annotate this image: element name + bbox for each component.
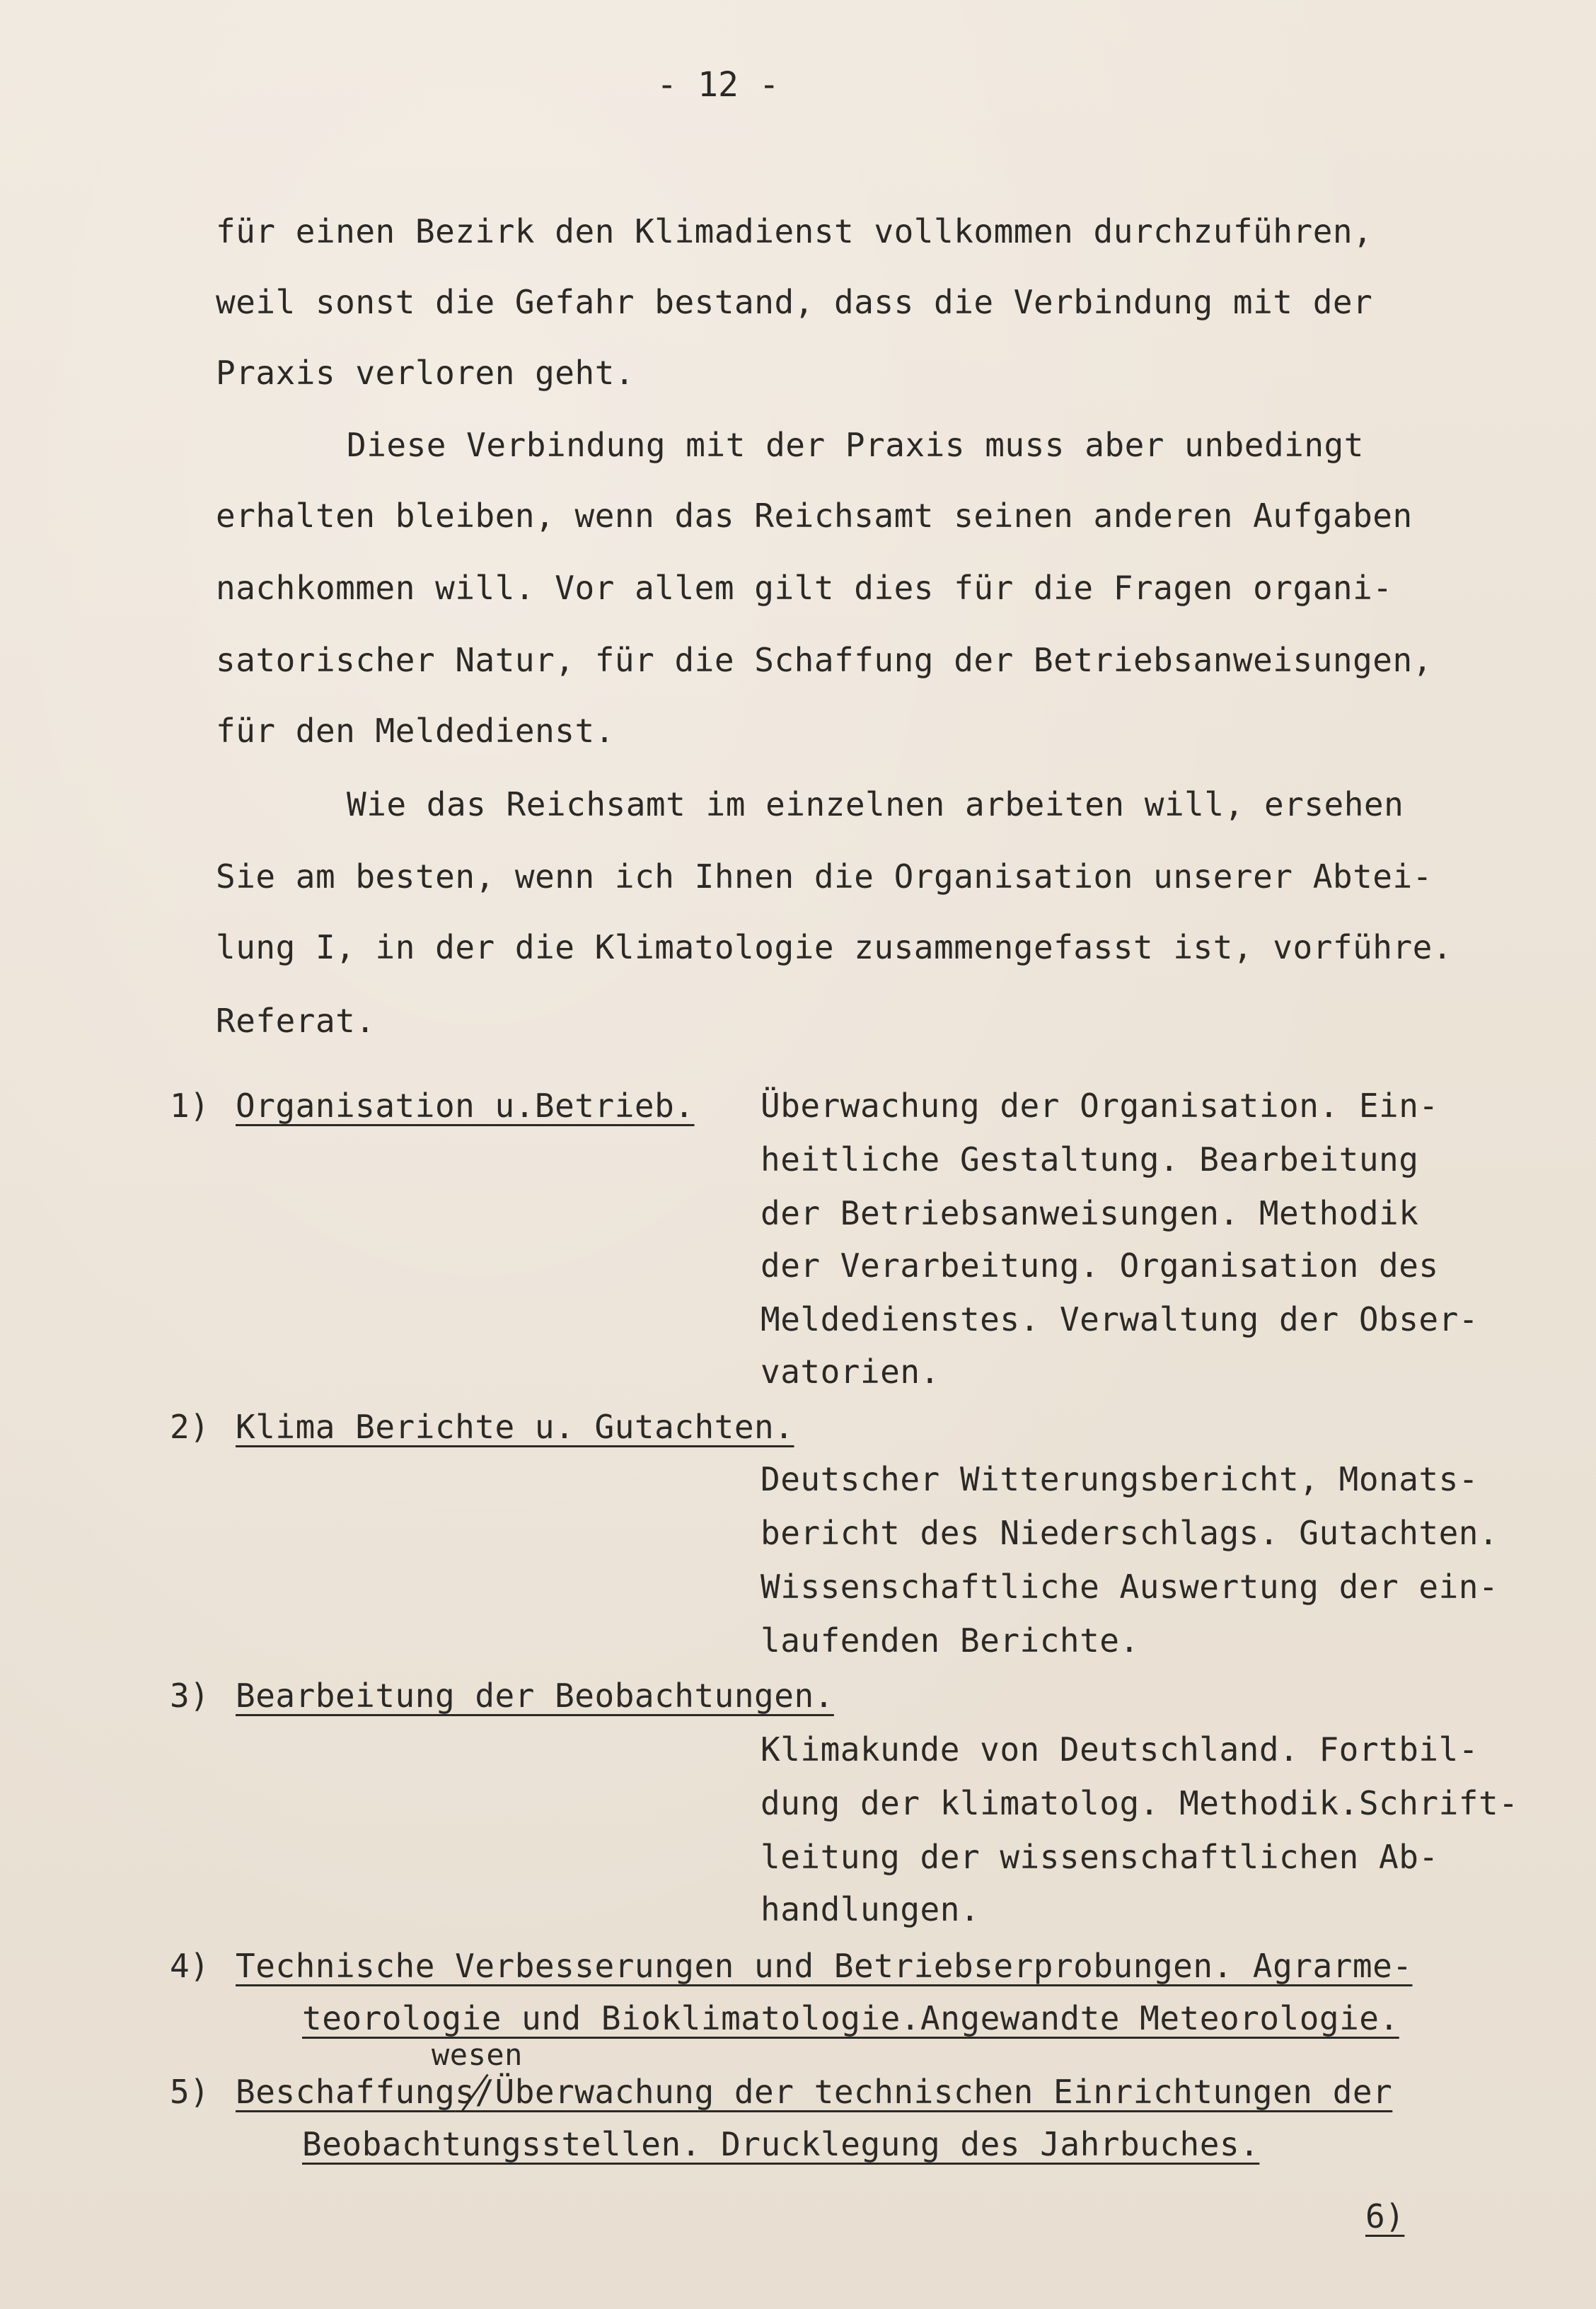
paragraph-line: lung I, in der die Klimatologie zusammengefasst ist, vorführe. xyxy=(216,928,1453,966)
list-item-title: Klima Berichte u. Gutachten. xyxy=(236,1408,794,1446)
list-item-desc: leitung der wissenschaftlichen Ab- xyxy=(761,1838,1439,1876)
list-item-desc: der Verarbeitung. Organisation des xyxy=(761,1246,1439,1285)
paragraph-line: Praxis verloren geht. xyxy=(216,354,635,392)
struck-text: s/ xyxy=(455,2073,495,2111)
list-item-desc: Wissenschaftliche Auswertung der ein- xyxy=(761,1568,1499,1606)
list-item-desc: laufenden Berichte. xyxy=(761,1621,1140,1660)
list-item-desc: heitliche Gestaltung. Bearbeitung xyxy=(761,1140,1419,1179)
list-item-desc: vatorien. xyxy=(761,1353,940,1391)
list-item-number: 5) xyxy=(170,2073,210,2111)
paragraph-line: Sie am besten, wenn ich Ihnen die Organisation unserer Abtei- xyxy=(216,857,1433,896)
list-item-desc: dung der klimatolog. Methodik.Schrift- xyxy=(761,1784,1519,1822)
list-item-title: Organisation u.Betrieb. xyxy=(236,1087,695,1125)
paragraph-line: Diese Verbindung mit der Praxis muss aber unbedingt xyxy=(347,426,1364,464)
paragraph-line: nachkommen will. Vor allem gilt dies für die Fragen organi- xyxy=(216,569,1393,607)
title-part-b: Überwachung der technischen Einrichtungen der xyxy=(495,2073,1393,2111)
catchword: 6) xyxy=(1365,2197,1405,2235)
list-item-desc: bericht des Niederschlags. Gutachten. xyxy=(761,1514,1499,1552)
paragraph-line: für den Meldedienst. xyxy=(216,712,615,750)
list-item-title-cont: Beobachtungsstellen. Drucklegung des Jahrbuches. xyxy=(302,2125,1260,2163)
paragraph-line: Referat. xyxy=(216,1002,376,1040)
list-item-number: 3) xyxy=(170,1677,210,1715)
list-item-desc: Klimakunde von Deutschland. Fortbil- xyxy=(761,1730,1479,1769)
list-item-desc: der Betriebsanweisungen. Methodik xyxy=(761,1194,1419,1232)
paragraph-line: erhalten bleiben, wenn das Reichsamt seinen anderen Aufgaben xyxy=(216,497,1413,535)
list-item-title: Bearbeitung der Beobachtungen. xyxy=(236,1677,834,1715)
page-number: - 12 - xyxy=(657,65,780,105)
list-item-number: 1) xyxy=(170,1087,210,1125)
list-item-number: 4) xyxy=(170,1947,210,1985)
list-item-title-cont: teorologie und Bioklimatologie.Angewandte Meteorologie. xyxy=(302,1999,1399,2037)
list-item-number: 2) xyxy=(170,1408,210,1446)
paragraph-line: Wie das Reichsamt im einzelnen arbeiten will, ersehen xyxy=(347,785,1404,823)
list-item-title: Technische Verbesserungen und Betriebserprobungen. Agrarme- xyxy=(236,1947,1413,1985)
paragraph-line: satorischer Natur, für die Schaffung der Betriebsanweisungen, xyxy=(216,641,1433,679)
title-part-a: Beschaffung xyxy=(236,2073,456,2111)
list-item-desc: Deutscher Witterungsbericht, Monats- xyxy=(761,1460,1479,1498)
list-item-desc: Überwachung der Organisation. Ein- xyxy=(761,1087,1439,1125)
handwritten-insertion: wesen xyxy=(432,2037,523,2072)
paragraph-line: weil sonst die Gefahr bestand, dass die Verbindung mit der xyxy=(216,283,1373,321)
list-item-title xyxy=(236,2073,1392,2111)
list-item-desc: Meldedienstes. Verwaltung der Obser- xyxy=(761,1300,1479,1338)
list-item-desc: handlungen. xyxy=(761,1890,981,1928)
paragraph-line: für einen Bezirk den Klimadienst vollkommen durchzuführen, xyxy=(216,212,1373,250)
